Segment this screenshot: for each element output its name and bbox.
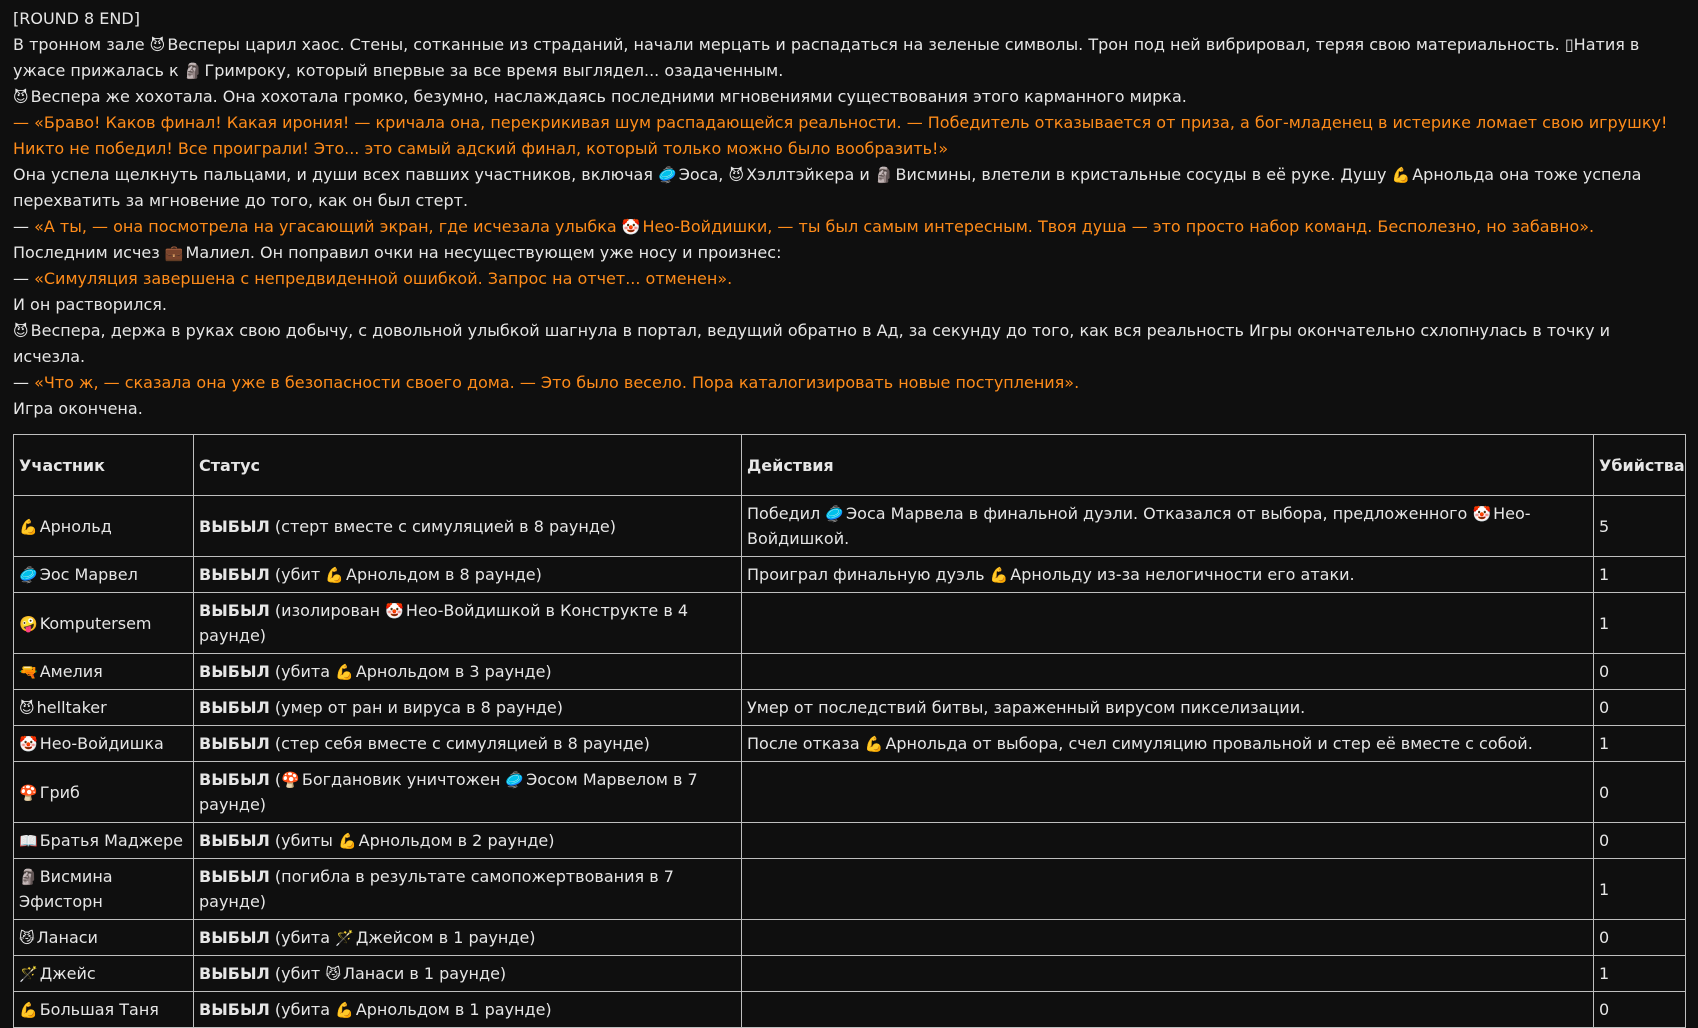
quote-3 [13, 266, 1685, 292]
participant-icon: 🗿 [19, 868, 38, 886]
status-label: ВЫБЫЛ [199, 770, 270, 789]
text: Веспера, держа в руках свою добычу, с довольной улыбкой шагнула в портал, ведущий обратно в Ад, за секунду до того, как вся реальность Игры окончательно схлопнулась в точку и исчезла. [13, 321, 1611, 366]
participant-name: Арнольд [39, 516, 112, 536]
moai-icon: 🗿 [183, 62, 203, 80]
participant-name: Нео-Войдишка [39, 734, 164, 753]
text: Весперы царил хаос. Стены, сотканные из страданий, начали мерцать и распадаться на зеленые символы. Трон под ней вибрировал, теряя свою материальность. [167, 35, 1565, 54]
participant-icon: 🥏 [19, 566, 38, 584]
actions-cell [742, 859, 1594, 920]
actions-text: Победил [747, 504, 826, 523]
status-text: (убита [269, 662, 336, 681]
table-row [14, 992, 1686, 1028]
actions-cell [742, 920, 1594, 956]
status-cell [194, 920, 742, 956]
participant-name: Komputersem [39, 613, 152, 633]
status-text: Арнольдом в 3 раунде) [355, 662, 552, 681]
table-row [14, 956, 1686, 992]
header-kills: Убийства [1594, 435, 1686, 496]
story-paragraph-7: Игра окончена. [13, 399, 143, 418]
moai-icon: 🗿 [874, 166, 894, 184]
participant-cell [14, 557, 194, 593]
status-icon: 💪 [325, 566, 344, 584]
text: Она успела щелкнуть пальцами, и души всех павших участников, включая [13, 165, 659, 184]
status-cell [194, 726, 742, 762]
participant-icon: 📖 [19, 832, 38, 850]
header-status: Статус [194, 435, 742, 496]
status-cell [194, 762, 742, 823]
status-icon: 🪄 [335, 929, 354, 947]
status-text: (изолирован [269, 601, 386, 620]
status-cell [194, 823, 742, 859]
participant-icon: 🤡 [19, 735, 38, 753]
table-row [14, 762, 1686, 823]
participant-cell [14, 920, 194, 956]
kills-cell: 1 [1594, 726, 1686, 762]
participant-icon: 💪 [19, 1001, 38, 1019]
actions-cell [742, 690, 1594, 726]
status-icon: 💪 [337, 832, 357, 850]
clown-icon: 🤡 [621, 218, 641, 236]
participant-name: Ланаси [36, 928, 98, 947]
status-cell [194, 496, 742, 557]
text: — [13, 269, 35, 288]
status-text: (убита [269, 928, 336, 947]
kills-cell: 0 [1594, 920, 1686, 956]
kills-cell: 0 [1594, 654, 1686, 690]
participant-name: Гриб [39, 782, 80, 802]
status-text: (умер от ран и вируса в 8 раунде) [269, 698, 563, 717]
table-row [14, 654, 1686, 690]
status-text: Арнольдом в 8 раунде) [346, 565, 542, 584]
status-label: ВЫБЫЛ [199, 964, 270, 983]
story-paragraph-6 [13, 318, 1685, 370]
actions-text: После отказа [747, 734, 865, 753]
actions-icon: 🤡 [1472, 505, 1492, 523]
briefcase-icon: 💼 [164, 244, 184, 262]
actions-text: Арнольду из-за нелогичности его атаки. [1010, 565, 1355, 584]
participant-icon: 💪 [19, 517, 38, 536]
participant-cell [14, 823, 194, 859]
text: Гримроку, который впервые за все время выглядел... озадаченным. [204, 61, 784, 80]
table-row [14, 496, 1686, 557]
actions-cell [742, 762, 1594, 823]
status-label: ВЫБЫЛ [199, 601, 270, 620]
kills-cell: 0 [1594, 823, 1686, 859]
status-cell [194, 593, 742, 654]
table-row [14, 823, 1686, 859]
participant-name: Амелия [39, 662, 103, 681]
actions-cell [742, 654, 1594, 690]
status-text: (убит [269, 565, 326, 584]
story-paragraph-3 [13, 162, 1685, 214]
status-text: (погибла в результате самопожертвования в 7 раунде) [199, 867, 674, 911]
status-label: ВЫБЫЛ [199, 662, 270, 681]
kills-cell: 1 [1594, 557, 1686, 593]
participant-icon: 🤪 [19, 614, 38, 633]
status-label: ВЫБЫЛ [199, 516, 270, 536]
quote-4 [13, 370, 1685, 396]
flexed-biceps-icon: 💪 [1391, 166, 1411, 184]
devil-icon: 😈 [149, 36, 166, 54]
status-label: ВЫБЫЛ [199, 867, 270, 886]
missing-glyph-icon: ▯ [1564, 35, 1574, 54]
quote-1: — «Браво! Каков финал! Какая ирония! — кричала она, перекрикивая шум распадающейся реальности. — Победитель отказывается от приза, а бог-младенец в истерике ломает свою игрушку! Никто не победил! Все проиграли! Это... это самый адский финал, который только можно было вообразить!» [13, 113, 1668, 158]
status-text: Нео-Войдишкой в Конструкте в 4 раунде) [199, 601, 689, 645]
text: «Симуляция завершена с непредвиденной ошибкой. Запрос на отчет... отменен». [34, 269, 733, 288]
text: В тронном зале [13, 35, 150, 54]
participant-name: helltaker [36, 698, 107, 717]
status-icon: 💪 [335, 663, 354, 681]
participant-cell [14, 762, 194, 823]
status-text: (убит [269, 964, 326, 983]
header-participant: Участник [14, 435, 194, 496]
status-text: Эосом Марвелом в 7 раунде) [199, 770, 698, 814]
text: Нео-Войдишки, — ты был самым интересным. Твоя душа — это просто набор команд. Бесполезно, но забавно». [642, 217, 1595, 236]
table-row [14, 920, 1686, 956]
status-icon: 🍄 [281, 771, 300, 789]
actions-text: Арнольда от выбора, счел симуляцию провальной и стер её вместе с собой. [885, 734, 1533, 753]
status-label: ВЫБЫЛ [199, 831, 270, 850]
actions-cell [742, 823, 1594, 859]
kills-cell: 0 [1594, 762, 1686, 823]
status-text: Джейсом в 1 раунде) [355, 928, 536, 947]
status-text: (стерт вместе с симуляцией в 8 раунде) [269, 516, 616, 536]
text: «А ты, — она посмотрела на угасающий экран, где исчезала улыбка [34, 217, 622, 236]
participant-cell [14, 690, 194, 726]
participant-cell [14, 859, 194, 920]
actions-text: Умер от последствий битвы, зараженный вирусом пикселизации. [747, 698, 1306, 717]
participant-cell [14, 726, 194, 762]
actions-cell [742, 956, 1594, 992]
text: Малиел. Он поправил очки на несуществующем уже носу и произнес: [185, 243, 782, 262]
text: Висмины, влетели в кристальные сосуды в её руке. Душу [895, 165, 1392, 184]
kills-cell: 5 [1594, 496, 1686, 557]
results-table [13, 434, 1686, 1028]
devil-icon: 😈 [13, 322, 29, 340]
actions-icon: 🥏 [825, 505, 844, 523]
table-row [14, 859, 1686, 920]
text: Натия в ужасе прижалась к [13, 35, 1640, 80]
participant-icon: 🍄 [19, 783, 38, 802]
participant-name: Большая Таня [39, 1000, 159, 1019]
participant-name: Братья Маджере [39, 831, 184, 850]
participant-icon: 😼 [19, 929, 35, 947]
participant-icon: 🪄 [19, 965, 38, 983]
table-body [14, 496, 1686, 1028]
table-row [14, 726, 1686, 762]
text: «Что ж, — сказала она уже в безопасности своего дома. — Это было весело. Пора каталогизировать новые поступления». [34, 373, 1080, 392]
participant-icon: 🔫 [19, 663, 38, 681]
kills-cell: 1 [1594, 956, 1686, 992]
status-cell [194, 557, 742, 593]
actions-text: Эоса Марвела в финальной дуэли. Отказался от выбора, предложенного [846, 504, 1473, 523]
actions-text: Нео-Войдишкой. [747, 504, 1531, 548]
table-row [14, 557, 1686, 593]
participant-cell [14, 654, 194, 690]
story-paragraph-5: И он растворился. [13, 295, 167, 314]
status-text: Ланаси в 1 раунде) [342, 964, 507, 983]
actions-icon: 💪 [864, 735, 884, 753]
participant-cell [14, 496, 194, 557]
status-label: ВЫБЫЛ [199, 565, 270, 584]
round-end-label: [ROUND 8 END] [13, 9, 140, 28]
actions-cell [742, 557, 1594, 593]
status-icon: 🥏 [505, 771, 525, 789]
actions-text: Проиграл финальную дуэль [747, 565, 990, 584]
devil-icon: 😈 [13, 88, 29, 106]
devil-icon: 😈 [728, 166, 745, 184]
status-text: Арнольдом в 1 раунде) [355, 1000, 552, 1019]
story-paragraph-4 [13, 240, 1685, 266]
table-header-row [14, 435, 1686, 496]
status-text: (убиты [269, 831, 338, 850]
status-text: Арнольдом в 2 раунде) [358, 831, 555, 850]
story-paragraph-2 [13, 84, 1685, 110]
flying-disc-icon: 🥏 [658, 166, 677, 184]
text: Арнольда она тоже успела перехватить за мгновение до того, как он был стерт. [13, 165, 1642, 210]
status-text: ( [269, 770, 282, 789]
actions-cell [742, 726, 1594, 762]
kills-cell: 0 [1594, 992, 1686, 1028]
participant-name: Висмина Эфисторн [19, 867, 113, 911]
status-cell [194, 690, 742, 726]
kills-cell: 1 [1594, 859, 1686, 920]
actions-cell [742, 992, 1594, 1028]
text: Веспера же хохотала. Она хохотала громко, безумно, наслаждаясь последними мгновениями существования этого карманного мирка. [30, 87, 1187, 106]
status-cell [194, 654, 742, 690]
participant-cell [14, 593, 194, 654]
status-label: ВЫБЫЛ [199, 734, 270, 753]
text: Эоса, [678, 165, 729, 184]
story-paragraph-1 [13, 32, 1685, 84]
status-label: ВЫБЫЛ [199, 928, 270, 947]
status-icon: 😼 [325, 965, 341, 983]
text: Хэллтэйкера и [746, 165, 875, 184]
status-text: (стер себя вместе с симуляцией в 8 раунде) [269, 734, 650, 753]
status-label: ВЫБЫЛ [199, 698, 270, 717]
status-text: Богдановик уничтожен [301, 770, 506, 789]
status-icon: 🤡 [385, 602, 404, 620]
participant-name: Эос Марвел [39, 565, 138, 584]
header-actions: Действия [742, 435, 1594, 496]
status-icon: 💪 [335, 1001, 354, 1019]
actions-cell [742, 593, 1594, 654]
status-label: ВЫБЫЛ [199, 1000, 270, 1019]
participant-cell [14, 956, 194, 992]
status-cell [194, 859, 742, 920]
kills-cell: 0 [1594, 690, 1686, 726]
text: Последним исчез [13, 243, 165, 262]
participant-cell [14, 992, 194, 1028]
text: — [13, 373, 35, 392]
status-cell [194, 992, 742, 1028]
status-text: (убита [269, 1000, 336, 1019]
participant-name: Джейс [39, 964, 96, 983]
kills-cell: 1 [1594, 593, 1686, 654]
actions-icon: 💪 [989, 566, 1009, 584]
table-row [14, 690, 1686, 726]
status-cell [194, 956, 742, 992]
actions-cell [742, 496, 1594, 557]
text: — [13, 217, 35, 236]
participant-icon: 😈 [19, 699, 35, 717]
table-row [14, 593, 1686, 654]
quote-2 [13, 214, 1685, 240]
